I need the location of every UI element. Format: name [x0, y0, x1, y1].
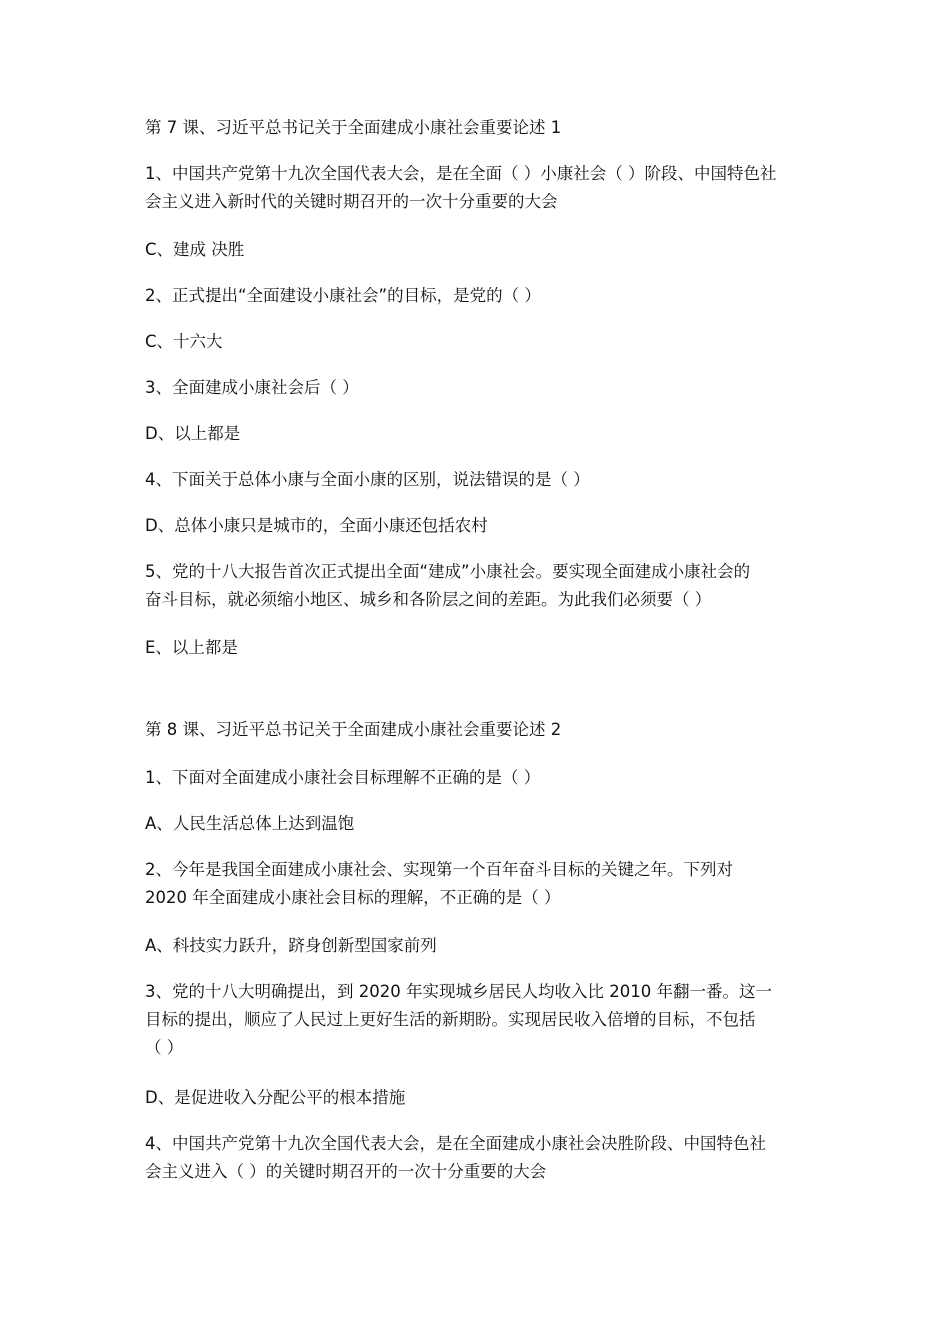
question-text: 2、今年是我国全面建成小康社会、实现第一个百年奋斗目标的关键之年。下列对 2020 年全面建成小康社会目标的理解，不正确的是（ ）: [145, 860, 733, 907]
question-text: 3、党的十八大明确提出，到 2020 年实现城乡居民人均收入比 2010 年翻一番。这一 目标的提出，顺应了人民过上更好生活的新期盼。实现居民收入倍增的目标，不包括 （ ）: [145, 982, 772, 1057]
section-title: 第 8 课、习近平总书记关于全面建成小康社会重要论述 2: [145, 720, 562, 739]
answer-text: D、以上都是: [145, 424, 241, 443]
answer-text: D、是促进收入分配公平的根本措施: [145, 1088, 406, 1107]
question-text: 4、中国共产党第十九次全国代表大会，是在全面建成小康社会决胜阶段、中国特色社 会主义进入（ ）的关键时期召开的一次十分重要的大会: [145, 1134, 766, 1181]
answer-text: C、建成 决胜: [145, 240, 245, 259]
question-text: 2、正式提出“全面建设小康社会”的目标，是党的（ ）: [145, 286, 541, 305]
question-text: 3、全面建成小康社会后（ ）: [145, 378, 359, 397]
question-text: 4、下面关于总体小康与全面小康的区别，说法错误的是（ ）: [145, 470, 590, 489]
answer-text: A、人民生活总体上达到温饱: [145, 814, 355, 833]
section-title: 第 7 课、习近平总书记关于全面建成小康社会重要论述 1: [145, 118, 562, 137]
answer-text: D、总体小康只是城市的，全面小康还包括农村: [145, 516, 488, 535]
answer-text: A、科技实力跃升，跻身创新型国家前列: [145, 936, 437, 955]
question-text: 1、下面对全面建成小康社会目标理解不正确的是（ ）: [145, 768, 541, 787]
answer-text: C、十六大: [145, 332, 223, 351]
answer-text: E、以上都是: [145, 638, 238, 657]
question-text: 5、党的十八大报告首次正式提出全面“建成”小康社会。要实现全面建成小康社会的 奋斗目标，就必须缩小地区、城乡和各阶层之间的差距。为此我们必须要（ ）: [145, 562, 751, 609]
question-text: 1、中国共产党第十九次全国代表大会，是在全面（ ）小康社会（ ）阶段、中国特色社 会主义进入新时代的关键时期召开的一次十分重要的大会: [145, 164, 777, 211]
